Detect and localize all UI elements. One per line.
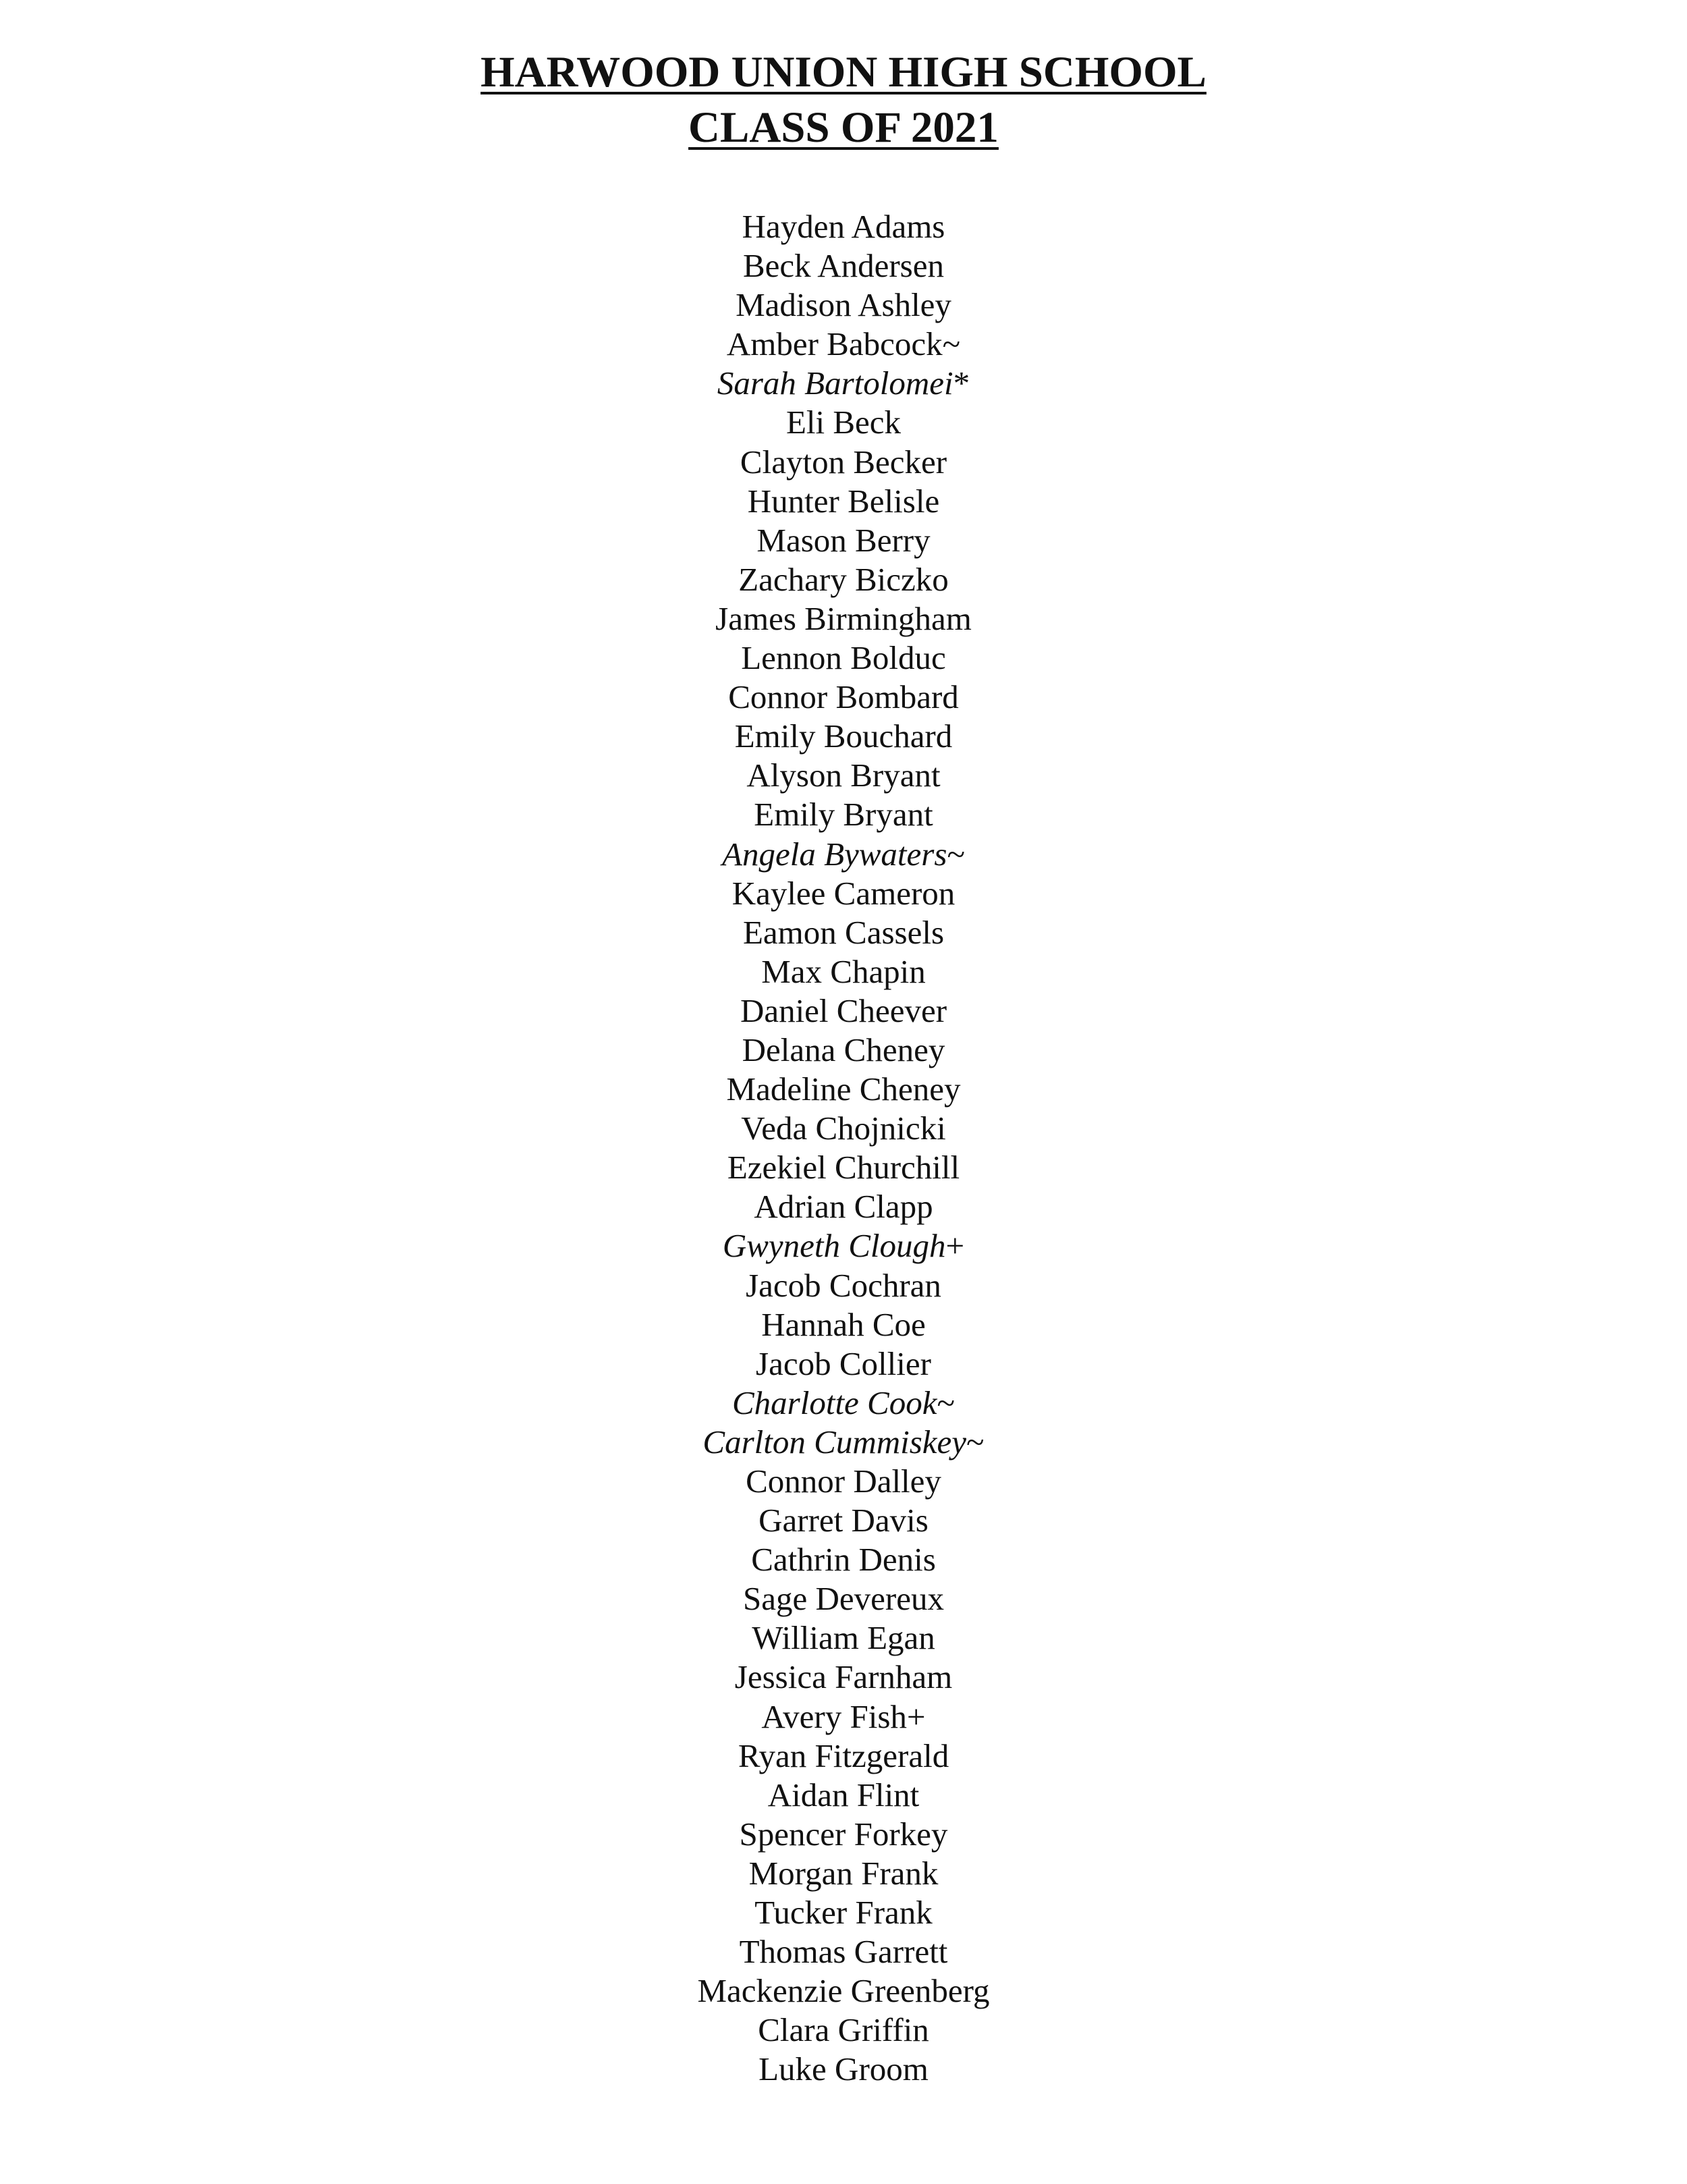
graduate-name-text: William Egan bbox=[752, 1619, 935, 1657]
graduate-name bbox=[0, 285, 1687, 325]
graduate-name bbox=[0, 638, 1687, 678]
graduate-name-text: Kaylee Cameron bbox=[731, 874, 956, 912]
graduate-name-text: Ryan Fitzgerald bbox=[738, 1737, 949, 1774]
graduate-name bbox=[0, 1462, 1687, 1501]
graduate-name-text: Mason Berry bbox=[756, 521, 931, 559]
graduate-name-text: Ezekiel Churchill bbox=[727, 1149, 960, 1186]
graduate-name bbox=[0, 1579, 1687, 1618]
graduate-name-text: Beck Andersen bbox=[743, 247, 944, 285]
graduate-name-text: Delana Cheney bbox=[742, 1031, 945, 1068]
graduate-name-text: Veda Chojnicki bbox=[741, 1110, 946, 1147]
graduate-name bbox=[0, 1971, 1687, 2011]
graduate-name bbox=[0, 560, 1687, 599]
graduate-name bbox=[0, 1737, 1687, 1776]
graduate-name-text: Lennon Bolduc bbox=[741, 639, 946, 677]
class-title: CLASS OF 2021 bbox=[688, 103, 999, 152]
graduate-name bbox=[0, 835, 1687, 874]
graduate-name bbox=[0, 325, 1687, 364]
graduate-name-text: Garret Davis bbox=[758, 1502, 929, 1539]
graduate-name bbox=[0, 1384, 1687, 1423]
graduate-name-text: Sage Devereux bbox=[743, 1580, 944, 1618]
graduate-name bbox=[0, 403, 1687, 442]
graduate-name-text: Hannah Coe bbox=[761, 1305, 926, 1343]
honor-mark: ~ bbox=[947, 835, 965, 873]
graduate-name-text: Alyson Bryant bbox=[746, 757, 941, 794]
graduate-name-text: Angela Bywaters bbox=[722, 835, 947, 873]
graduate-name-text: Jessica Farnham bbox=[734, 1658, 953, 1696]
graduate-name-text: Tucker Frank bbox=[754, 1894, 933, 1932]
graduate-name-text: Zachary Biczko bbox=[738, 560, 949, 598]
graduate-name bbox=[0, 1148, 1687, 1187]
graduate-name bbox=[0, 1932, 1687, 1971]
graduate-name bbox=[0, 1266, 1687, 1305]
document-header bbox=[0, 45, 1687, 155]
graduate-name bbox=[0, 991, 1687, 1031]
graduate-name-text: Amber Babcock bbox=[726, 325, 943, 363]
graduate-name bbox=[0, 874, 1687, 913]
graduate-name bbox=[0, 1776, 1687, 1815]
graduate-name bbox=[0, 1305, 1687, 1344]
graduate-name-text: Eamon Cassels bbox=[742, 913, 945, 951]
graduate-name-text: Cathrin Denis bbox=[751, 1541, 936, 1579]
honor-mark: ~ bbox=[966, 1423, 985, 1460]
graduate-name-text: Emily Bouchard bbox=[734, 717, 953, 755]
graduate-name-text: Gwyneth Clough bbox=[722, 1227, 946, 1265]
honor-mark: ~ bbox=[942, 325, 961, 363]
graduate-name bbox=[0, 1658, 1687, 1697]
graduate-name bbox=[0, 599, 1687, 638]
graduate-name bbox=[0, 717, 1687, 756]
graduate-name bbox=[0, 1697, 1687, 1737]
graduate-name-text: Aidan Flint bbox=[767, 1776, 920, 1813]
graduate-name-text: Morgan Frank bbox=[748, 1854, 939, 1892]
graduate-name-text: Clayton Becker bbox=[740, 443, 947, 481]
graduate-name bbox=[0, 207, 1687, 246]
honor-mark: ~ bbox=[937, 1384, 956, 1421]
graduate-name bbox=[0, 952, 1687, 991]
graduate-name-text: Spencer Forkey bbox=[739, 1815, 948, 1853]
graduate-name-text: Max Chapin bbox=[761, 952, 926, 990]
graduate-name bbox=[0, 2011, 1687, 2050]
graduate-name-text: Thomas Garrett bbox=[739, 1933, 948, 1971]
graduate-name-text: Connor Dalley bbox=[746, 1463, 941, 1500]
graduate-name-text: Carlton Cummiskey bbox=[702, 1423, 967, 1460]
school-title: HARWOOD UNION HIGH SCHOOL bbox=[480, 48, 1207, 97]
graduate-name-text: Jacob Cochran bbox=[746, 1266, 941, 1304]
graduate-name-text: Connor Bombard bbox=[728, 678, 959, 716]
graduate-name bbox=[0, 1109, 1687, 1148]
graduate-name-text: Eli Beck bbox=[785, 404, 902, 441]
graduate-name-text: Daniel Cheever bbox=[740, 991, 947, 1029]
graduate-name bbox=[0, 443, 1687, 482]
graduate-name bbox=[0, 678, 1687, 717]
graduate-name bbox=[0, 795, 1687, 834]
graduate-name bbox=[0, 1187, 1687, 1226]
graduate-name-text: Adrian Clapp bbox=[754, 1188, 933, 1226]
graduate-list bbox=[0, 207, 1687, 2090]
graduate-name-text: Madeline Cheney bbox=[726, 1070, 961, 1108]
graduate-name-text: Madison Ashley bbox=[736, 286, 951, 324]
graduate-name bbox=[0, 1423, 1687, 1462]
graduate-name bbox=[0, 2050, 1687, 2089]
graduate-name-text: Mackenzie Greenberg bbox=[697, 1972, 990, 2010]
graduate-name-text: Sarah Bartolomei bbox=[717, 364, 953, 402]
graduate-name-text: Jacob Collier bbox=[756, 1344, 931, 1382]
graduate-name bbox=[0, 1815, 1687, 1854]
graduate-name bbox=[0, 1854, 1687, 1893]
graduate-name bbox=[0, 756, 1687, 795]
graduate-name bbox=[0, 1618, 1687, 1658]
graduate-name bbox=[0, 913, 1687, 952]
graduate-name bbox=[0, 1893, 1687, 1932]
graduate-name bbox=[0, 246, 1687, 285]
graduate-name bbox=[0, 364, 1687, 403]
graduate-name bbox=[0, 1344, 1687, 1384]
graduate-name-text: Emily Bryant bbox=[754, 796, 933, 834]
honor-mark: * bbox=[953, 364, 970, 402]
graduate-name bbox=[0, 1501, 1687, 1540]
graduate-name-text: Clara Griffin bbox=[758, 2011, 929, 2049]
graduate-name bbox=[0, 521, 1687, 560]
honor-mark: + bbox=[906, 1697, 926, 1735]
graduate-name bbox=[0, 1070, 1687, 1109]
graduate-name-text: Luke Groom bbox=[758, 2050, 929, 2088]
graduate-name-text: Hayden Adams bbox=[742, 208, 945, 245]
graduate-name bbox=[0, 1031, 1687, 1070]
graduate-name-text: James Birmingham bbox=[715, 599, 972, 637]
graduate-name-text: Avery Fish bbox=[761, 1697, 907, 1735]
graduate-name-text: Hunter Belisle bbox=[747, 482, 940, 520]
honor-mark: + bbox=[945, 1227, 965, 1265]
graduate-name bbox=[0, 1540, 1687, 1579]
graduate-name bbox=[0, 482, 1687, 521]
graduate-name bbox=[0, 1226, 1687, 1265]
graduate-name-text: Charlotte Cook bbox=[731, 1384, 937, 1421]
